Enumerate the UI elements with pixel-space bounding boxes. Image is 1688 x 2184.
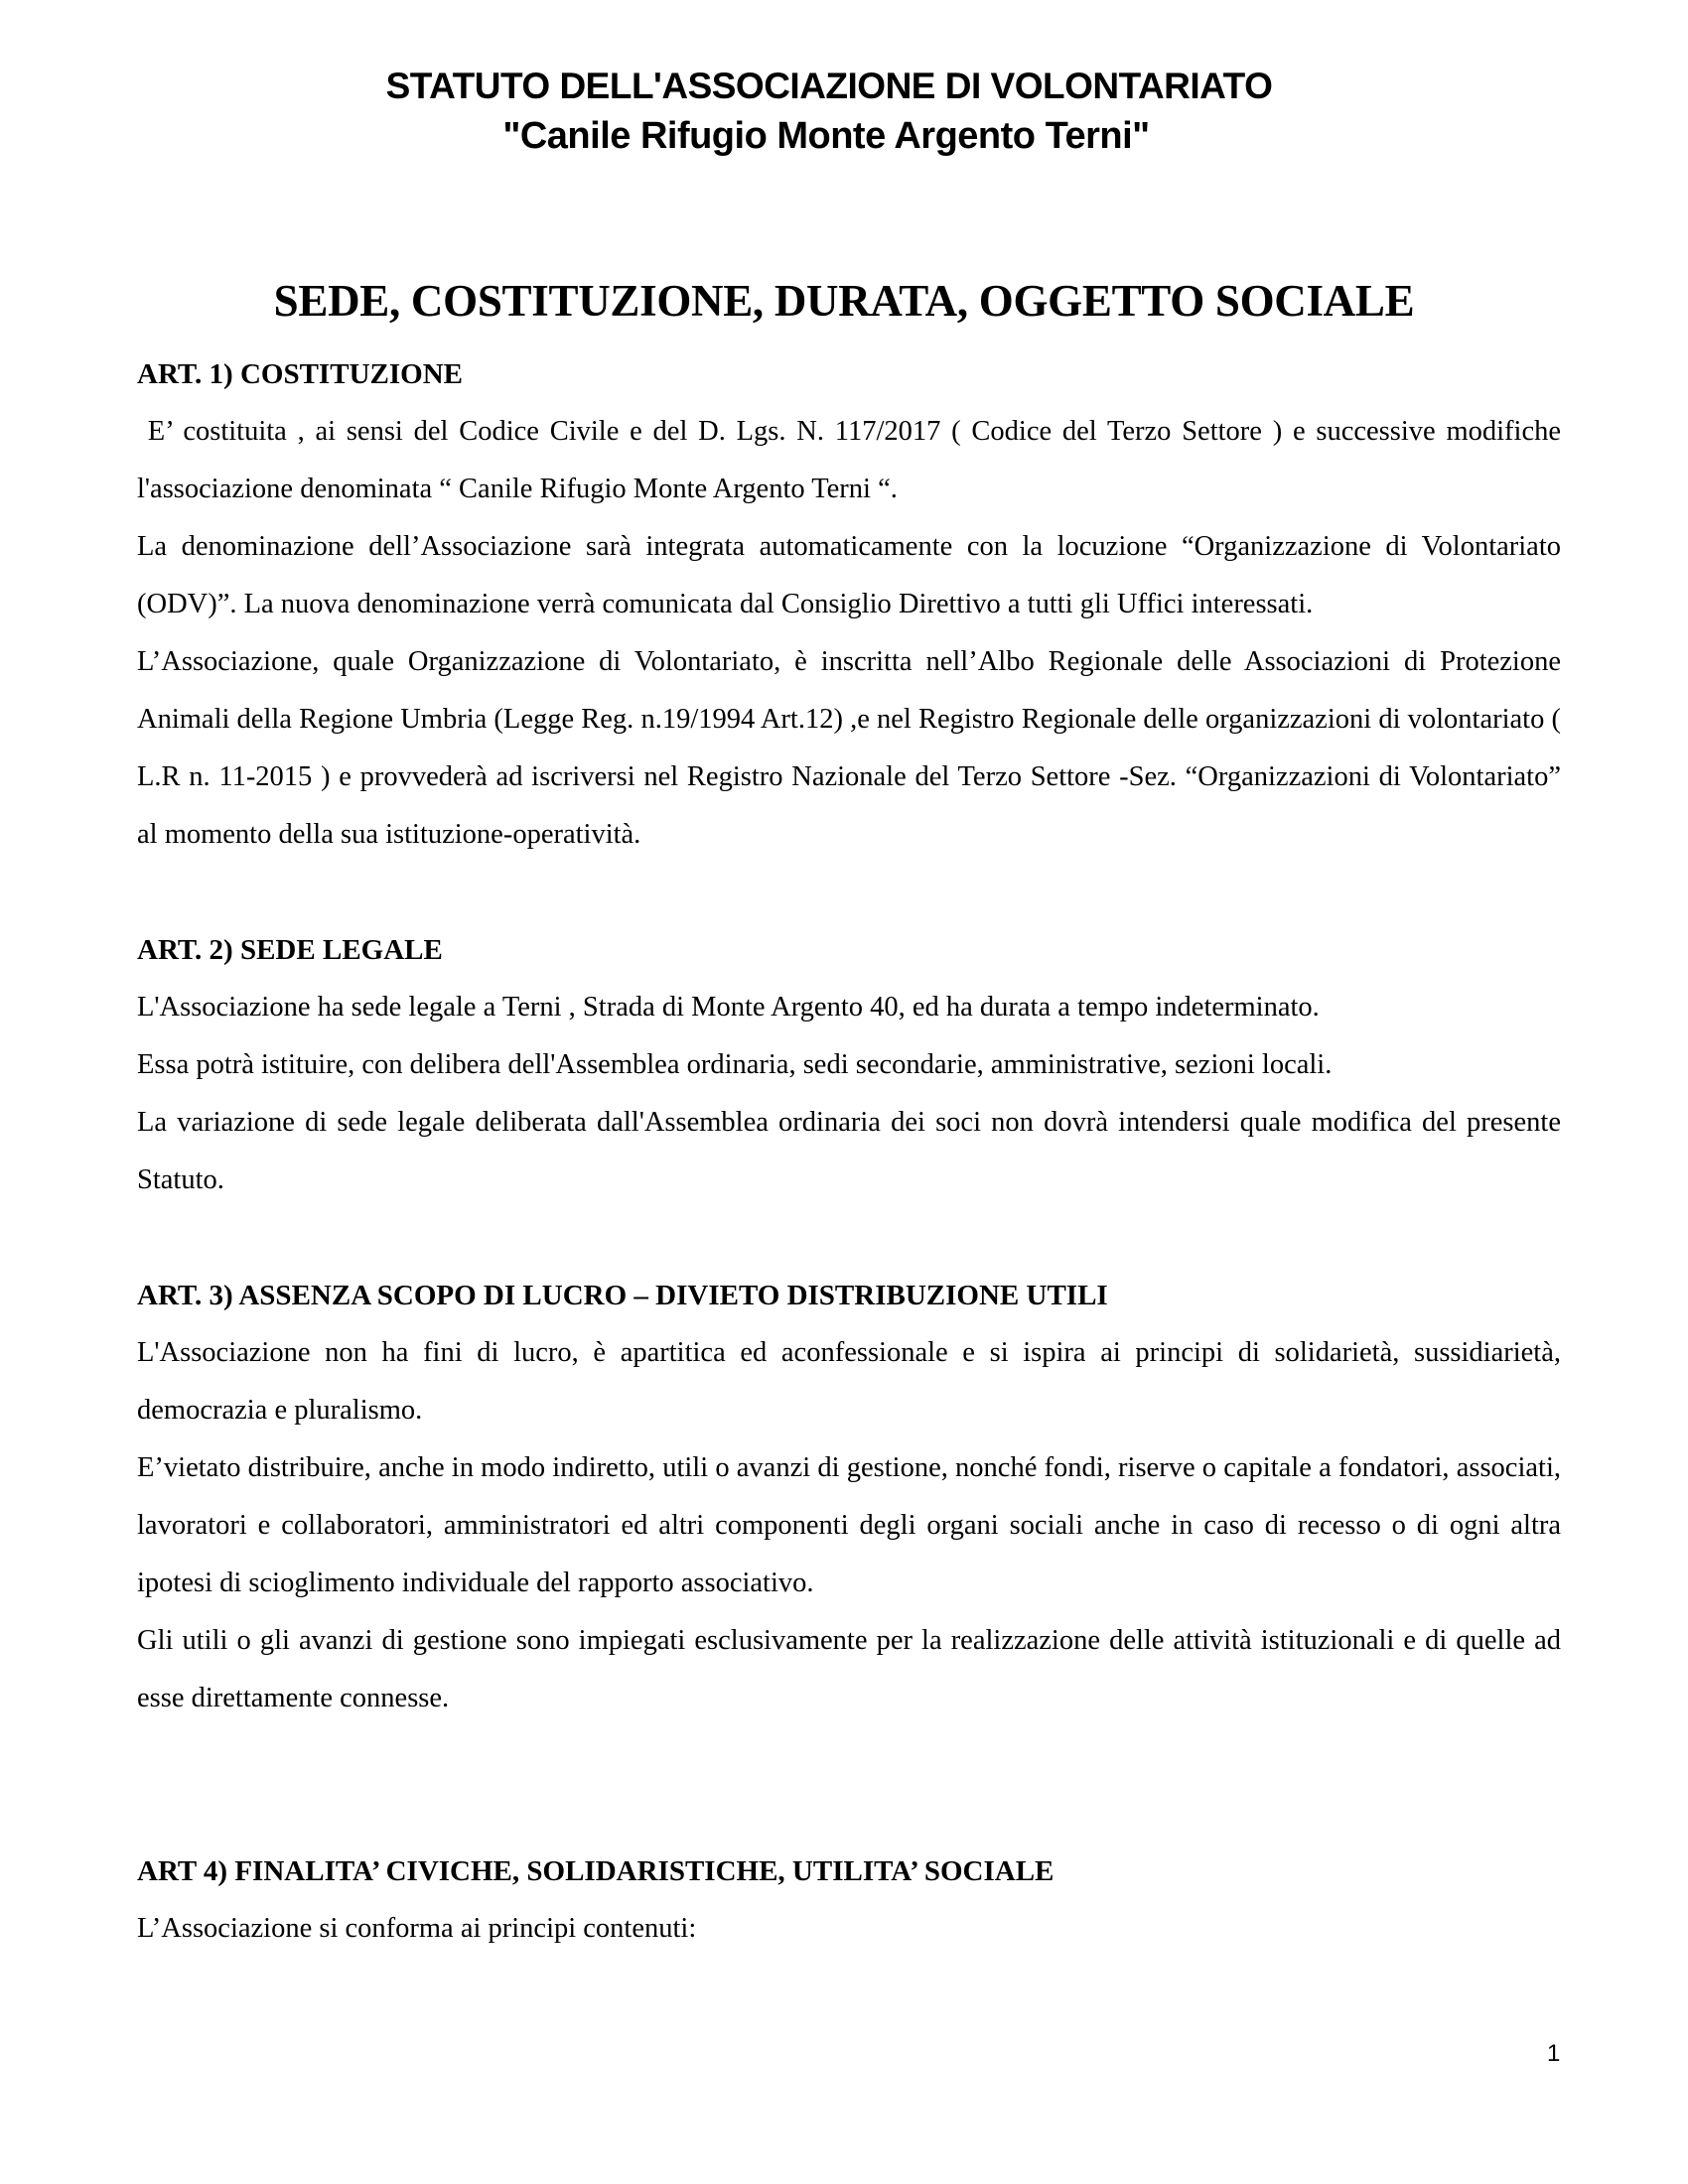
article-paragraph: L'Associazione ha sede legale a Terni , Strada di Monte Argento 40, ed ha durata a tempo indeterminato. <box>137 992 1320 1023</box>
spacer <box>137 864 1561 921</box>
article-heading: ART. 3) ASSENZA SCOPO DI LUCRO – DIVIETO DISTRIBUZIONE UTILI <box>137 1280 1108 1311</box>
header-association-name: "Canile Rifugio Monte Argento Terni" <box>502 115 1150 157</box>
document-body <box>137 345 1576 1958</box>
page-number: 1 <box>1547 2040 1561 2067</box>
article-3 <box>137 1267 1561 1727</box>
article-2 <box>137 921 1561 1209</box>
article-4 <box>137 1843 1561 1958</box>
article-heading: ART. 1) COSTITUZIONE <box>137 358 463 390</box>
article-heading: ART. 2) SEDE LEGALE <box>137 934 443 966</box>
spacer <box>137 1727 1561 1843</box>
spacer <box>137 1209 1561 1267</box>
section-title: SEDE, COSTITUZIONE, DURATA, OGGETTO SOCIALE <box>273 276 1415 326</box>
article-paragraph: L’Associazione, quale Organizzazione di Volontariato, è inscritta nell’Albo Regionale delle Associazioni di Protezione Animali della Regione Umbria (Legge Reg. n.19/1994 Art.12) ,e nel Registro Regionale delle organizzazioni di volontariato ( L.R n. 11-2015 ) e provvederà ad iscriversi nel Registro Nazionale del Terzo Settore -Sez. “Organizzazioni di Volontariato” al momento della sua istituzione-operatività. <box>137 646 1561 850</box>
article-heading: ART 4) FINALITA’ CIVICHE, SOLIDARISTICHE, UTILITA’ SOCIALE <box>137 1855 1055 1887</box>
document-header <box>0 62 1688 161</box>
header-statute-title: STATUTO DELL'ASSOCIAZIONE DI VOLONTARIATO <box>385 66 1273 106</box>
article-paragraph: L’Associazione si conforma ai principi contenuti: <box>137 1913 697 1944</box>
article-paragraph: La denominazione dell’Associazione sarà integrata automaticamente con la locuzione “Organizzazione di Volontariato (ODV)”. La nuova denominazione verrà comunicata dal Consiglio Direttivo a tutti gli Uffici interessati. <box>137 531 1561 619</box>
article-1 <box>137 345 1576 864</box>
article-paragraph: E’vietato distribuire, anche in modo indiretto, utili o avanzi di gestione, nonché fondi, riserve o capitale a fondatori, associati, lavoratori e collaboratori, amministratori ed altri componenti degli organi sociali anche in caso di recesso o di ogni altra ipotesi di scioglimento individuale del rapporto associativo. <box>137 1452 1561 1598</box>
article-paragraph: La variazione di sede legale deliberata dall'Assemblea ordinaria dei soci non dovrà intendersi quale modifica del presente Statuto. <box>137 1107 1561 1195</box>
article-paragraph: Essa potrà istituire, con delibera dell'Assemblea ordinaria, sedi secondarie, amministrative, sezioni locali. <box>137 1049 1333 1080</box>
article-paragraph: E’ costituita , ai sensi del Codice Civile e del D. Lgs. N. 117/2017 ( Codice del Terzo Settore ) e successive modifiche l'associazione denominata “ Canile Rifugio Monte Argento Terni “. <box>137 416 1576 504</box>
article-paragraph: Gli utili o gli avanzi di gestione sono impiegati esclusivamente per la realizzazione delle attività istituzionali e di quelle ad esse direttamente connesse. <box>137 1625 1561 1713</box>
article-paragraph: L'Associazione non ha fini di lucro, è apartitica ed aconfessionale e si ispira ai principi di solidarietà, sussidiarietà, democrazia e pluralismo. <box>137 1337 1561 1426</box>
